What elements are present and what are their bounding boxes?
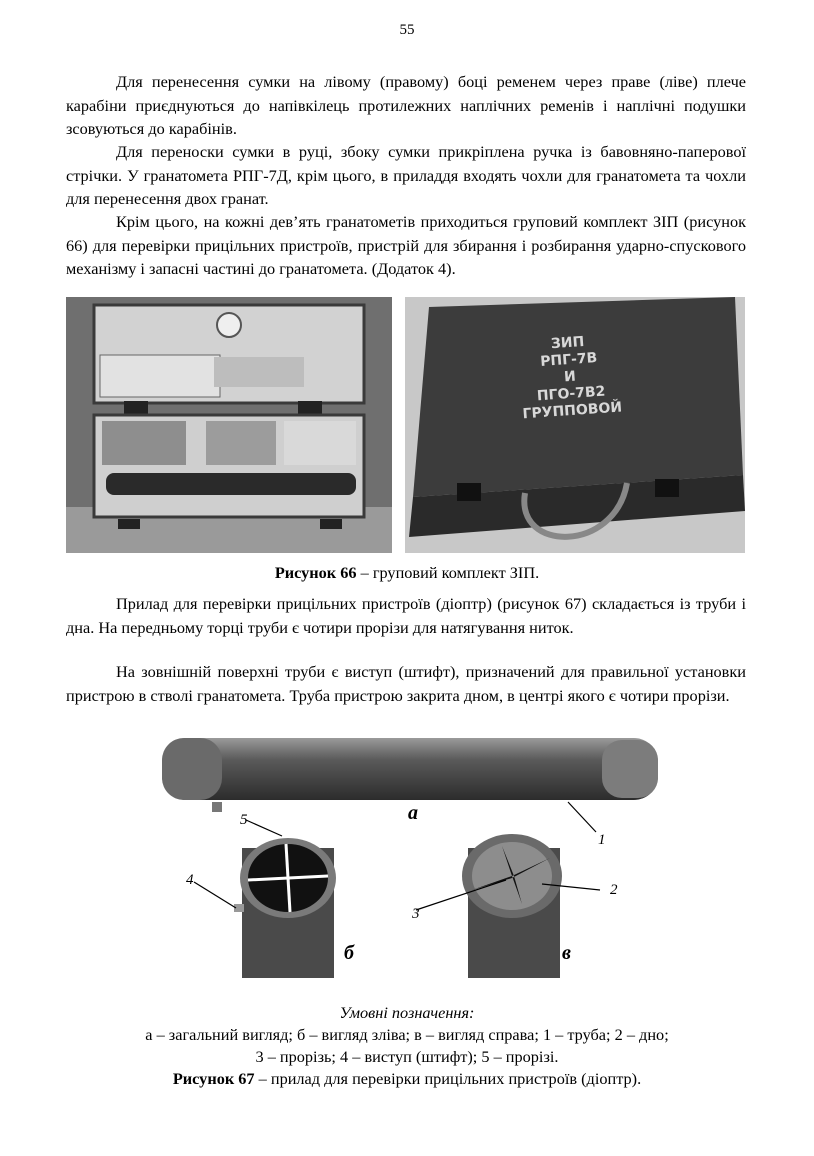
stencil-line: РПГ-7В <box>539 350 598 371</box>
leader-4 <box>194 882 236 908</box>
tube-body <box>162 738 658 800</box>
label-v: в <box>562 942 571 964</box>
legend-title: Умовні позначення: <box>339 1003 475 1022</box>
figure-66-caption <box>0 562 814 584</box>
diopter-drawing <box>150 728 670 978</box>
number-2: 2 <box>610 882 618 898</box>
figure-66-label: Рисунок 66 <box>274 563 357 582</box>
stencil-line: ЗИП <box>550 333 585 353</box>
tube-pin <box>212 802 222 812</box>
leader-1 <box>568 802 596 832</box>
number-3: 3 <box>412 906 420 922</box>
zip-case-closed-photo <box>405 297 745 553</box>
paragraph-4: Прилад для перевірки прицільних пристроїв (діоптр) (рисунок 67) складається із труби і дна. На передньому торці труби є чотири прорізи для натягування ниток. <box>66 594 746 637</box>
tube-right-cap <box>602 740 658 798</box>
paragraph-5: На зовнішній поверхні труби є виступ (штифт), призначений для правильної установки пристрою в стволі гранатомета. Труба пристрою закрита дном, в центрі якого є чотири прорізи. <box>66 662 746 705</box>
stencil-line: ПГО-7В2 <box>536 383 606 405</box>
figure-67-label: Рисунок 67 <box>172 1069 255 1088</box>
label-a: а <box>408 802 418 824</box>
open-case-drawing <box>66 297 392 553</box>
stencil-line: И <box>563 368 577 386</box>
number-1: 1 <box>598 832 606 848</box>
figure-67-legend <box>0 1002 814 1090</box>
leader-5 <box>246 820 282 836</box>
figure-67-caption <box>0 1068 814 1090</box>
number-4: 4 <box>186 872 194 888</box>
label-b: б <box>344 942 354 964</box>
figure-66-text: – груповий комплект ЗІП. <box>356 563 540 582</box>
legend-line-2: 3 – прорізь; 4 – виступ (штифт); 5 – прорізі. <box>255 1047 559 1066</box>
paragraph-3: Крім цього, на кожні дев’ять гранатометів приходиться груповий комплект ЗІП (рисунок 66) для перевірки прицільних пристроїв, пристрій для збирання і розбирання ударно-спускового механізму і запасні частині до гранатомета. (Додаток 4). <box>66 212 746 278</box>
tube-left-cap <box>162 738 222 800</box>
paragraph-2: Для переноски сумки в руці, збоку сумки прикріплена ручка із бавовняно-паперової стрічки. У гранатомета РПГ-7Д, крім цього, в приладдя входять чохли для гранатомета та чохли для перенесення двох гранат. <box>66 142 746 208</box>
figure-67-text: – прилад для перевірки прицільних пристроїв (діоптр). <box>254 1069 642 1088</box>
box-stencil-text <box>502 331 638 425</box>
number-5: 5 <box>240 812 248 828</box>
paragraph-1: Для перенесення сумки на лівому (правому) боці ременем через праве (ліве) плече карабіни приєднуються до напівкілець протилежних наплічних ременів і наплічні подушки зсовуються до карабінів. <box>66 72 746 138</box>
zip-case-open-photo <box>66 297 392 553</box>
page-number: 55 <box>399 22 415 38</box>
figure-67 <box>150 728 670 978</box>
legend-line-1: а – загальний вигляд; б – вигляд зліва; в – вигляд справа; 1 – труба; 2 – дно; <box>145 1025 669 1044</box>
stencil-line: ГРУППОВОЙ <box>522 399 623 423</box>
